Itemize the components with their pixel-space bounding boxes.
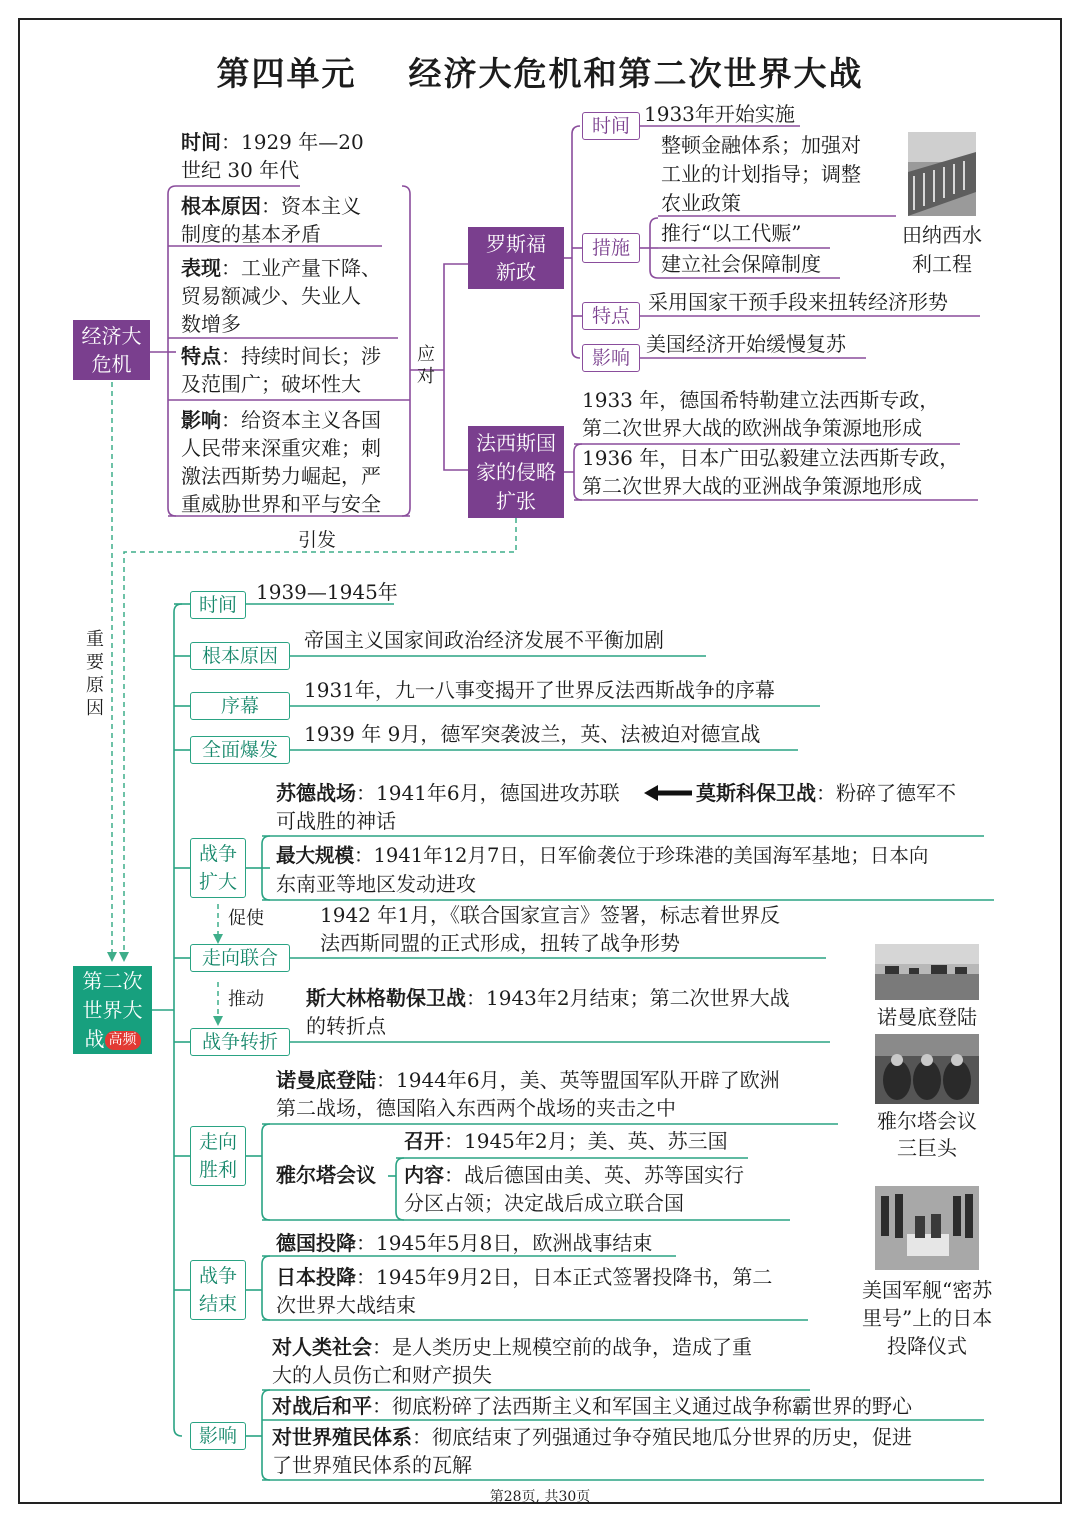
tag-ww2-prelude: 序幕 <box>190 692 290 720</box>
high-frequency-badge: 高频 <box>105 1031 141 1050</box>
node-new-deal: 罗斯福新政 <box>468 227 564 289</box>
caption-normandy: 诺曼底登陆 <box>877 1005 977 1029</box>
tag-ww2-turn: 战争转折 <box>190 1028 290 1056</box>
page-title: 第四单元 经济大危机和第二次世界大战 <box>216 54 864 93</box>
tag-ww2-unite: 走向联合 <box>190 944 290 972</box>
crisis-cause-line1: 根本原因：资本主义 <box>181 194 361 218</box>
crisis-impact-line1: 影响：给资本主义各国 <box>181 408 381 432</box>
crisis-feature-line2: 及范围广；破坏性大 <box>181 372 361 396</box>
ww2-japan-surrender: 日本投降：1945年9月2日，日本正式签署投降书，第二 <box>276 1265 773 1289</box>
dam-caption-1: 田纳西水 <box>902 223 982 247</box>
ww2-normandy: 诺曼底登陆：1944年6月，美、英等盟国军队开辟了欧洲 <box>276 1068 780 1092</box>
ww2-yalta-content-line2: 分区占领；决定战后成立联合国 <box>404 1191 684 1215</box>
fascism-line1: 1933 年，德国希特勒建立法西斯专政， <box>582 388 940 412</box>
ww2-impact-colony: 对世界殖民体系：彻底结束了列强通过争夺殖民地瓜分世界的历史，促进 <box>272 1425 912 1449</box>
crisis-show-line2: 贸易额减少、失业人 <box>181 284 361 308</box>
caption-yalta-2: 三巨头 <box>897 1136 957 1160</box>
ww2-stalingrad-line2: 的转折点 <box>306 1014 386 1038</box>
newdeal-impact: 美国经济开始缓慢复苏 <box>646 332 846 356</box>
newdeal-measure3: 农业政策 <box>661 191 741 215</box>
newdeal-measure5: 建立社会保障制度 <box>661 252 821 276</box>
ww2-largest-line2: 东南亚等地区发动进攻 <box>276 872 476 896</box>
ww2-impact-peace: 对战后和平：彻底粉碎了法西斯主义和军国主义通过战争称霸世界的野心 <box>272 1394 912 1418</box>
dam-caption-2: 利工程 <box>912 252 972 276</box>
page-footer: 第28页, 共30页 <box>489 1489 591 1505</box>
caption-missouri-2: 里号”上的日本 <box>862 1306 993 1330</box>
ww2-impact-colony-line2: 了世界殖民体系的瓦解 <box>272 1453 472 1477</box>
ww2-moscow-line2: 可战胜的神话 <box>276 809 396 833</box>
ww2-japan-surrender-line2: 次世界大战结束 <box>276 1293 416 1317</box>
ww2-normandy-line2: 第二战场，德国陷入东西两个战场的夹击之中 <box>276 1096 676 1120</box>
newdeal-time: 1933年开始实施 <box>644 102 795 126</box>
respond-label: 应对 <box>417 344 435 387</box>
tag-ww2-victory: 走向胜利 <box>190 1126 246 1186</box>
ww2-yalta-hold: 召开：1945年2月；美、英、苏三国 <box>404 1129 728 1153</box>
crisis-feature-line1: 特点：持续时间长；涉 <box>181 344 381 368</box>
node-economic-crisis: 经济大危机 <box>73 320 150 380</box>
trigger-label: 引发 <box>298 529 337 551</box>
node-ww2: 第二次 世界大 战 高频 <box>73 966 152 1054</box>
ww2-outbreak: 1939 年 9月，德军突袭波兰，英、法被迫对德宣战 <box>304 722 761 746</box>
promote-label: 促使 <box>228 908 264 929</box>
ww2-stalingrad: 斯大林格勒保卫战：1943年2月结束；第二次世界大战 <box>306 986 790 1010</box>
newdeal-measure4: 推行“以工代赈” <box>661 221 802 245</box>
ww2-soviet: 苏德战场：1941年6月，德国进攻苏联 <box>276 781 620 805</box>
caption-missouri-1: 美国军舰“密苏 <box>862 1278 993 1302</box>
tag-ww2-time: 时间 <box>190 591 246 619</box>
push-label: 推动 <box>228 989 264 1010</box>
tag-ww2-impact: 影响 <box>190 1422 246 1450</box>
yalta-big-three-photo <box>875 1034 979 1104</box>
ww2-impact-human-line2: 大的人员伤亡和财产损失 <box>272 1363 492 1387</box>
tag-ww2-outbreak: 全面爆发 <box>190 736 290 764</box>
ww2-prelude: 1931年，九一八事变揭开了世界反法西斯战争的序幕 <box>304 678 775 702</box>
tag-newdeal-feature: 特点 <box>582 302 640 330</box>
crisis-show-line1: 表现：工业产量下降、 <box>181 256 381 280</box>
fascism-line2: 第二次世界大战的欧洲战争策源地形成 <box>582 416 922 440</box>
crisis-show-line3: 数增多 <box>181 312 241 336</box>
tennessee-dam-photo <box>908 132 976 216</box>
fascism-line3: 1936 年，日本广田弘毅建立法西斯专政， <box>582 446 960 470</box>
crisis-impact-line4: 重威胁世界和平与安全 <box>181 492 381 516</box>
ww2-yalta-content: 内容：战后德国由美、英、苏等国实行 <box>404 1163 744 1187</box>
ww2-unite1: 1942 年1月，《联合国家宣言》签署，标志着世界反 <box>320 903 780 927</box>
crisis-cause-line2: 制度的基本矛盾 <box>181 222 321 246</box>
crisis-time-line2: 世纪 30 年代 <box>181 158 300 182</box>
ww2-moscow: 莫斯科保卫战：粉碎了德军不 <box>696 781 956 805</box>
node-fascist-expansion: 法西斯国家的侵略扩张 <box>468 426 564 518</box>
ww2-yalta: 雅尔塔会议 <box>276 1163 376 1187</box>
tag-newdeal-impact: 影响 <box>582 344 640 372</box>
tag-newdeal-time: 时间 <box>582 112 640 140</box>
caption-missouri-3: 投降仪式 <box>887 1334 967 1358</box>
tag-ww2-cause: 根本原因 <box>190 642 290 670</box>
newdeal-measure1: 整顿金融体系；加强对 <box>661 133 861 157</box>
ww2-unite2: 法西斯同盟的正式形成，扭转了战争形势 <box>320 931 680 955</box>
crisis-impact-line2: 人民带来深重灾难；刺 <box>181 436 381 460</box>
crisis-impact-line3: 激法西斯势力崛起，严 <box>181 464 381 488</box>
tag-ww2-end: 战争结束 <box>190 1260 246 1320</box>
normandy-landing-photo <box>875 944 979 1000</box>
ww2-cause: 帝国主义国家间政治经济发展不平衡加剧 <box>304 628 664 652</box>
ww2-time: 1939—1945年 <box>256 580 398 604</box>
caption-yalta-1: 雅尔塔会议 <box>877 1109 977 1133</box>
fascism-line4: 第二次世界大战的亚洲战争策源地形成 <box>582 474 922 498</box>
newdeal-measure2: 工业的计划指导；调整 <box>661 162 861 186</box>
missouri-surrender-photo <box>875 1186 979 1270</box>
ww2-impact-human: 对人类社会：是人类历史上规模空前的战争，造成了重 <box>272 1335 752 1359</box>
tag-newdeal-measure: 措施 <box>582 233 640 263</box>
crisis-time-line1: 时间：1929 年—20 <box>181 130 364 154</box>
tag-ww2-expand: 战争扩大 <box>190 838 246 898</box>
newdeal-feature: 采用国家干预手段来扭转经济形势 <box>648 290 948 314</box>
important-reason-label: 重要原因 <box>86 629 104 719</box>
ww2-germany-surrender: 德国投降：1945年5月8日，欧洲战事结束 <box>276 1231 653 1255</box>
ww2-largest: 最大规模：1941年12月7日，日军偷袭位于珍珠港的美国海军基地；日本向 <box>276 844 929 867</box>
